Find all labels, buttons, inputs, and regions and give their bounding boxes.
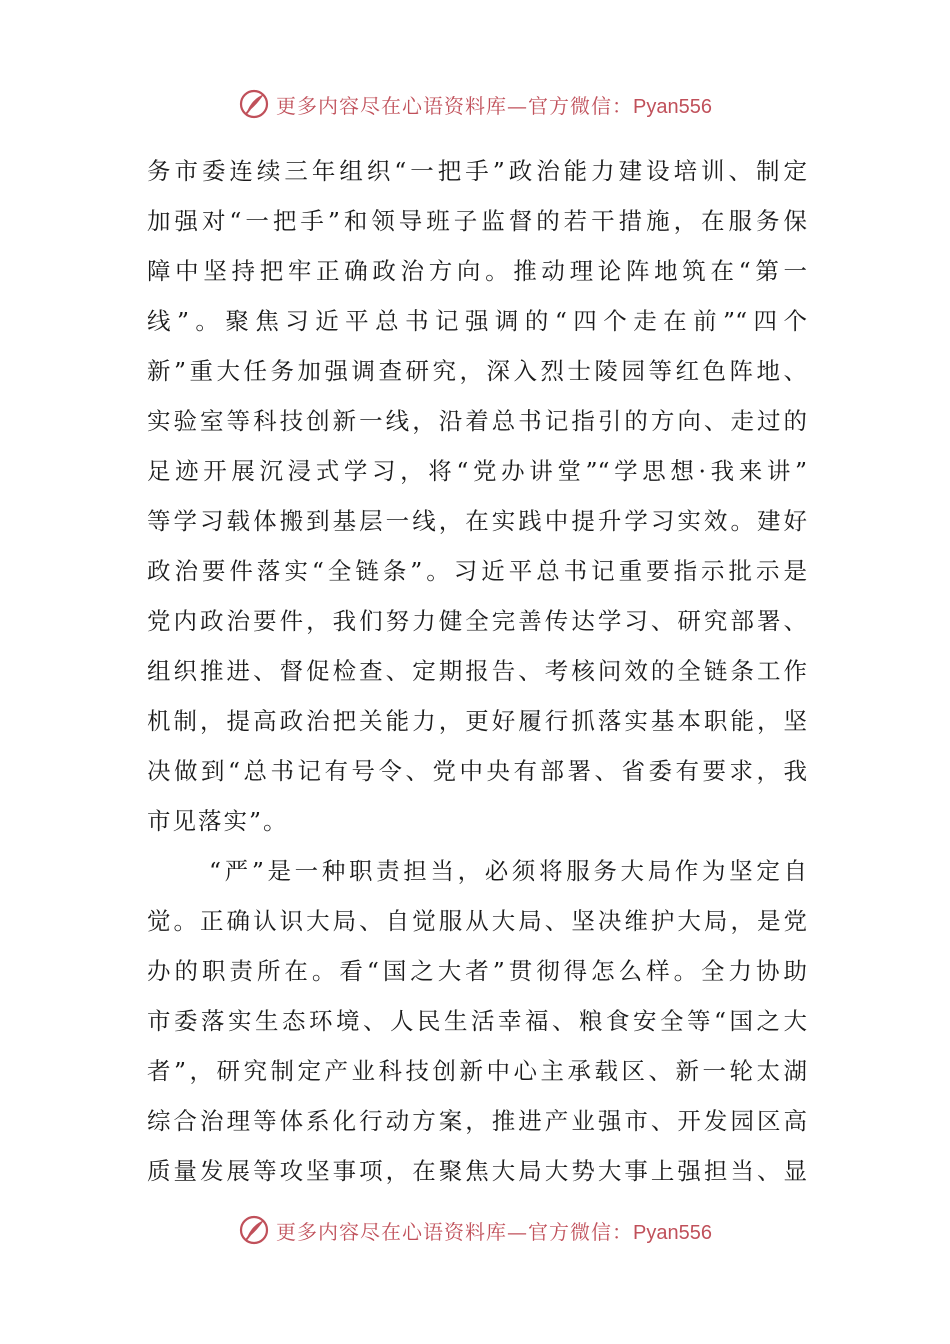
text-line: 机制，提高政治把关能力，更好履行抓落实基本职能，坚 (147, 707, 807, 735)
quill-logo-icon (238, 1214, 270, 1246)
text-line: 质量发展等攻坚事项，在聚焦大局大势大事上强担当、显 (147, 1157, 807, 1185)
text-line: 市委落实生态环境、人民生活幸福、粮食安全等“国之大 (147, 1007, 807, 1035)
text-line: 务市委连续三年组织“一把手”政治能力建设培训、制定 (147, 157, 807, 185)
text-line: 实验室等科技创新一线，沿着总书记指引的方向、走过的 (147, 407, 807, 435)
quill-logo-icon (238, 88, 270, 120)
text-line: 觉。正确认识大局、自觉服从大局、坚决维护大局，是党 (147, 907, 807, 935)
text-line: 党内政治要件，我们努力健全完善传达学习、研究部署、 (147, 607, 807, 635)
document-body (147, 146, 807, 1196)
text-line: 办的职责所在。看“国之大者”贯彻得怎么样。全力协助 (147, 957, 807, 985)
text-line: 决做到“总书记有号令、党中央有部署、省委有要求，我 (147, 757, 807, 785)
text-line: 者”，研究制定产业科技创新中心主承载区、新一轮太湖 (147, 1057, 807, 1085)
footer-banner-text: 更多内容尽在心语资料库—官方微信：Pyan556 (276, 1219, 712, 1244)
text-line: 政治要件落实“全链条”。习近平总书记重要指示批示是 (147, 557, 807, 585)
text-line: 足迹开展沉浸式学习，将“党办讲堂”“学思想·我来讲” (147, 457, 807, 485)
footer-watermark-banner (0, 1210, 950, 1250)
paragraph-start-line: “严”是一种职责担当，必须将服务大局作为坚定自 (209, 857, 807, 885)
text-line: 线”。聚焦习近平总书记强调的“四个走在前”“四个 (147, 307, 807, 335)
header-banner-text: 更多内容尽在心语资料库—官方微信：Pyan556 (276, 93, 712, 118)
text-line: 等学习载体搬到基层一线，在实践中提升学习实效。建好 (147, 507, 807, 535)
text-line: 综合治理等体系化行动方案，推进产业强市、开发园区高 (147, 1107, 807, 1135)
text-line: 新”重大任务加强调查研究，深入烈士陵园等红色阵地、 (147, 357, 807, 385)
header-watermark-banner (0, 84, 950, 124)
text-line: 障中坚持把牢正确政治方向。推动理论阵地筑在“第一 (147, 257, 807, 285)
paragraph-end-line: 市见落实”。 (147, 807, 289, 835)
text-line: 加强对“一把手”和领导班子监督的若干措施，在服务保 (147, 207, 807, 235)
text-line: 组织推进、督促检查、定期报告、考核问效的全链条工作 (147, 657, 807, 685)
